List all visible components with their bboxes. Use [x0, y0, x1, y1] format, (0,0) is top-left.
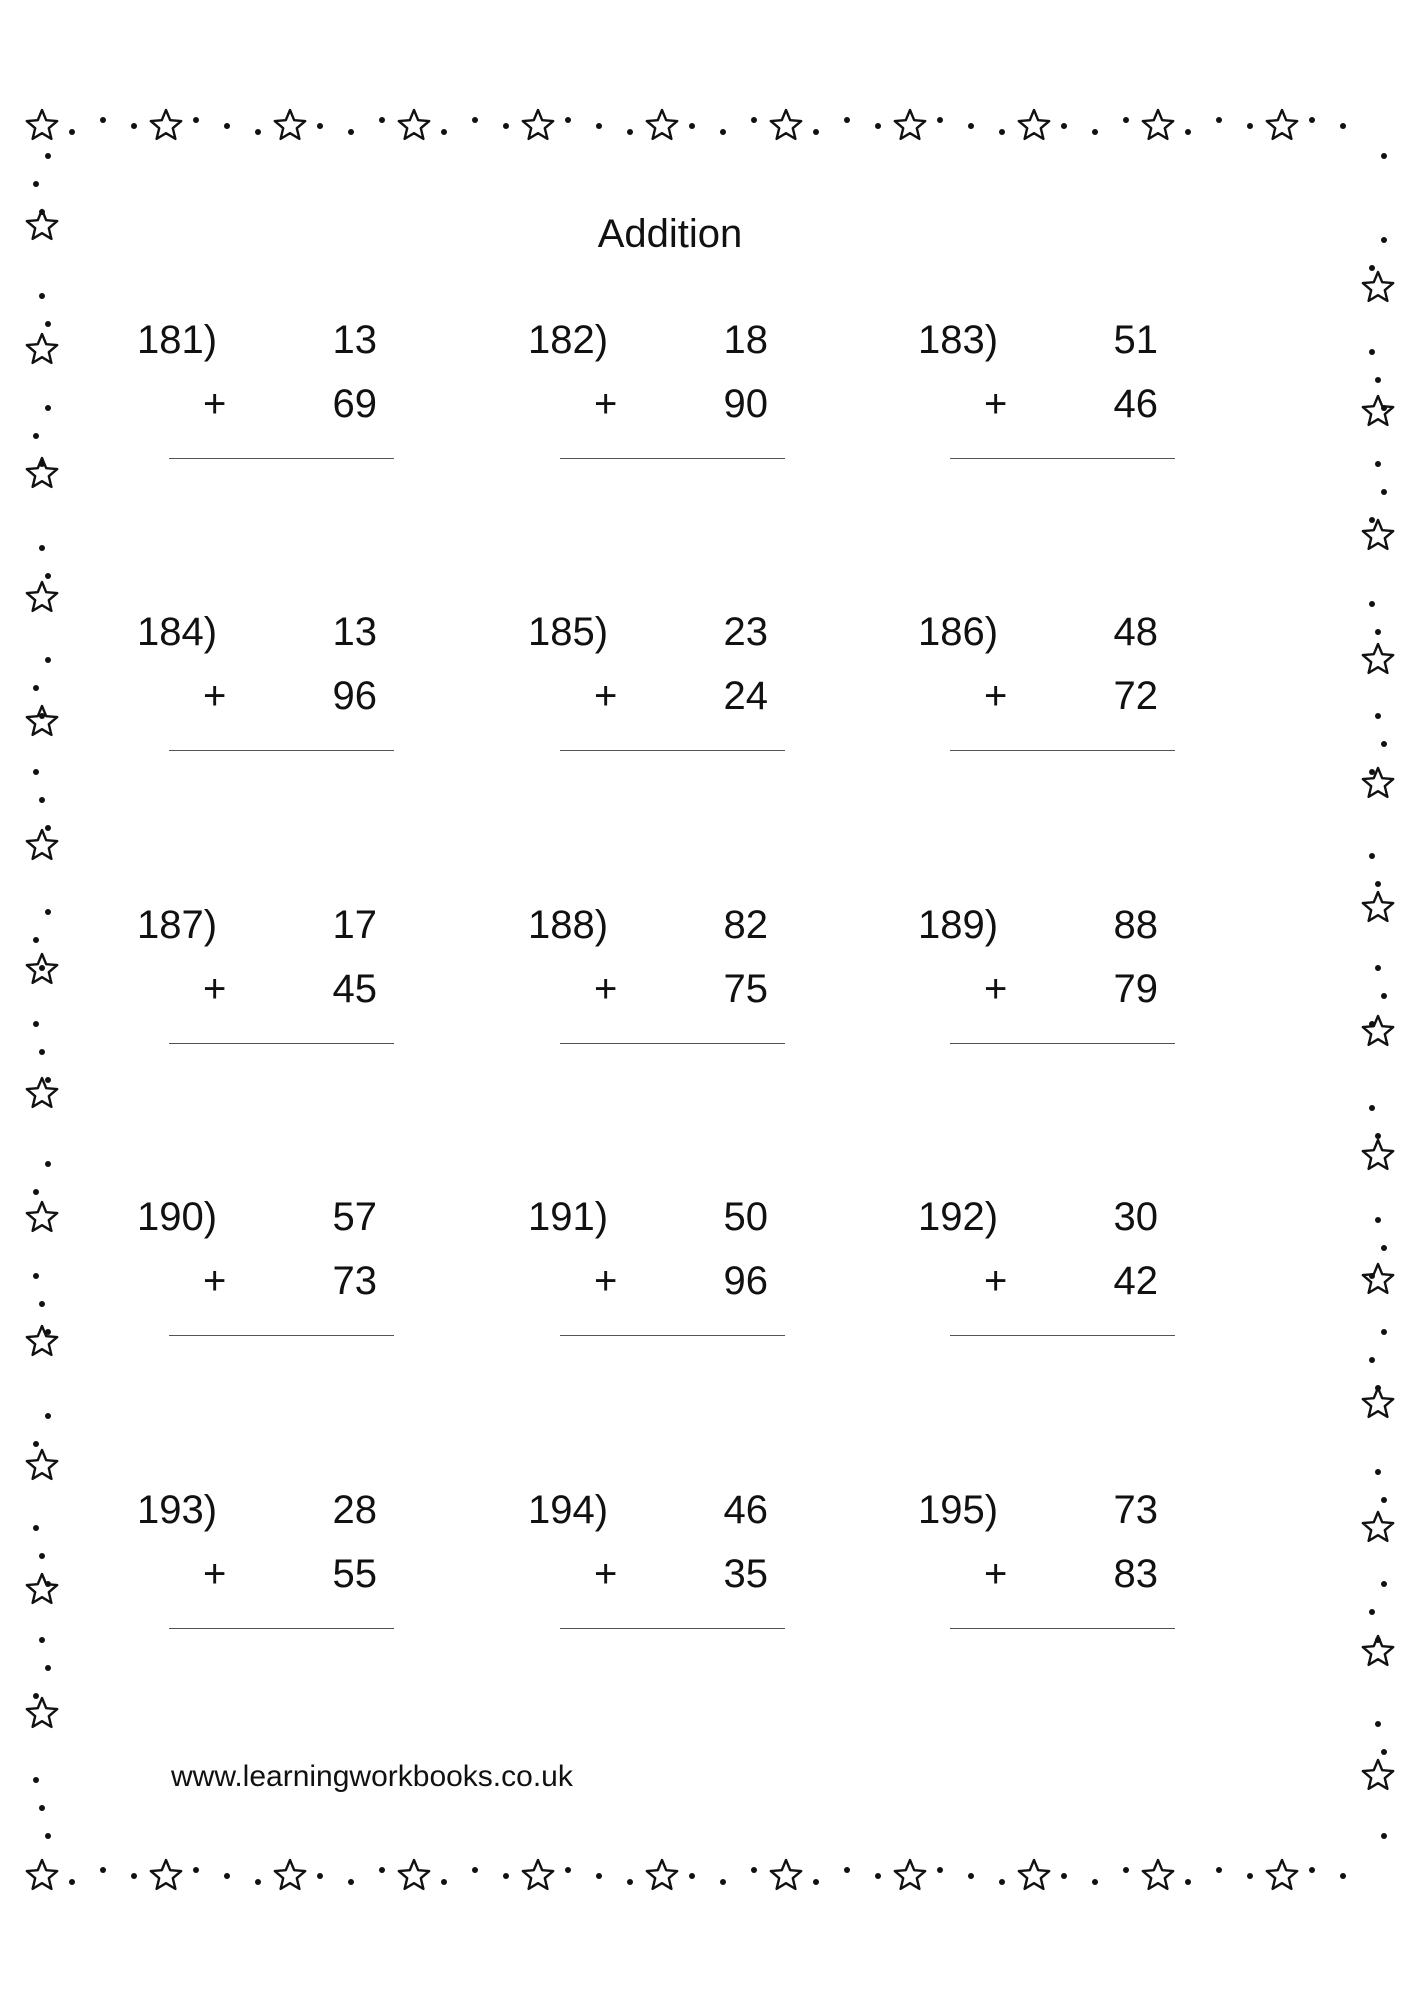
border-dot	[33, 1189, 39, 1195]
border-dot	[224, 123, 230, 129]
star-icon	[1363, 396, 1393, 425]
problem-number: 186)	[918, 610, 999, 654]
first-addend: 51	[1113, 318, 1158, 362]
plus-sign: +	[594, 1259, 618, 1303]
border-dot	[33, 433, 39, 439]
second-addend: 90	[723, 382, 768, 426]
border-dot	[1375, 1133, 1381, 1139]
border-dot	[596, 1873, 602, 1879]
border-dot	[596, 123, 602, 129]
star-icon	[1363, 1760, 1393, 1789]
star-icon	[27, 1860, 57, 1889]
star-icon	[27, 1574, 57, 1603]
problem-191	[528, 1195, 788, 1345]
border-dot	[45, 1581, 51, 1587]
star-icon	[1143, 110, 1173, 139]
problem-number: 182)	[528, 318, 609, 362]
star-icon	[771, 110, 801, 139]
border-dot	[1369, 769, 1375, 775]
border-dot	[45, 1413, 51, 1419]
problem-number: 190)	[137, 1195, 218, 1239]
answer-line[interactable]	[169, 1335, 394, 1336]
star-icon	[895, 110, 925, 139]
border-dot	[1309, 117, 1315, 123]
border-dot	[45, 825, 51, 831]
star-icon	[27, 1450, 57, 1479]
star-icon	[27, 334, 57, 363]
problem-185	[528, 610, 788, 760]
star-icon	[1363, 1388, 1393, 1417]
border-dot	[1375, 1385, 1381, 1391]
border-dot	[1375, 629, 1381, 635]
answer-line[interactable]	[950, 750, 1175, 751]
border-dot	[33, 1273, 39, 1279]
border-dot	[1247, 123, 1253, 129]
border-dot	[472, 1867, 478, 1873]
answer-line[interactable]	[560, 1335, 785, 1336]
star-icon	[27, 110, 57, 139]
star-icon	[27, 1698, 57, 1727]
second-addend: 79	[1113, 967, 1158, 1011]
border-dot	[1185, 129, 1191, 135]
star-icon	[523, 1860, 553, 1889]
plus-sign: +	[203, 1259, 227, 1303]
first-addend: 46	[723, 1488, 768, 1532]
border-dot	[813, 1879, 819, 1885]
border-dot	[1381, 1329, 1387, 1335]
border-dot	[379, 117, 385, 123]
border-dot	[255, 129, 261, 135]
border-dot	[751, 1867, 757, 1873]
border-dot	[1381, 1497, 1387, 1503]
plus-sign: +	[594, 967, 618, 1011]
problem-189	[918, 903, 1178, 1053]
star-icon	[1363, 272, 1393, 301]
border-dot	[224, 1873, 230, 1879]
problem-number: 183)	[918, 318, 999, 362]
star-icon	[399, 1860, 429, 1889]
problem-195	[918, 1488, 1178, 1638]
border-dot	[441, 129, 447, 135]
star-icon	[27, 1078, 57, 1107]
star-icon	[895, 1860, 925, 1889]
border-dot	[1092, 1879, 1098, 1885]
star-icon	[1019, 1860, 1049, 1889]
border-dot	[39, 1049, 45, 1055]
plus-sign: +	[203, 674, 227, 718]
first-addend: 73	[1113, 1488, 1158, 1532]
border-dot	[1216, 117, 1222, 123]
plus-sign: +	[984, 967, 1008, 1011]
border-dot	[813, 129, 819, 135]
border-dot	[1369, 1105, 1375, 1111]
border-dot	[348, 129, 354, 135]
answer-line[interactable]	[169, 458, 394, 459]
answer-line[interactable]	[169, 750, 394, 751]
problem-194	[528, 1488, 788, 1638]
answer-line[interactable]	[169, 1043, 394, 1044]
second-addend: 42	[1113, 1259, 1158, 1303]
border-dot	[1369, 349, 1375, 355]
star-icon	[1363, 1140, 1393, 1169]
second-addend: 96	[723, 1259, 768, 1303]
border-dot	[1375, 1217, 1381, 1223]
border-dot	[565, 1867, 571, 1873]
star-icon	[1363, 644, 1393, 673]
border-dot	[100, 1867, 106, 1873]
star-icon	[771, 1860, 801, 1889]
second-addend: 55	[332, 1552, 377, 1596]
first-addend: 57	[332, 1195, 377, 1239]
first-addend: 23	[723, 610, 768, 654]
first-addend: 13	[332, 610, 377, 654]
border-dot	[1061, 1873, 1067, 1879]
first-addend: 88	[1113, 903, 1158, 947]
plus-sign: +	[594, 674, 618, 718]
border-dot	[45, 321, 51, 327]
first-addend: 18	[723, 318, 768, 362]
second-addend: 96	[332, 674, 377, 718]
border-dot	[69, 1879, 75, 1885]
problem-number: 195)	[918, 1488, 999, 1532]
second-addend: 24	[723, 674, 768, 718]
star-icon	[1363, 1512, 1393, 1541]
problem-number: 194)	[528, 1488, 609, 1532]
plus-sign: +	[984, 1259, 1008, 1303]
border-dot	[503, 1873, 509, 1879]
star-icon	[151, 1860, 181, 1889]
border-dot	[33, 769, 39, 775]
border-dot	[689, 1873, 695, 1879]
border-dot	[1381, 1245, 1387, 1251]
border-dot	[39, 797, 45, 803]
first-addend: 30	[1113, 1195, 1158, 1239]
border-dot	[1123, 1867, 1129, 1873]
border-dot	[1369, 853, 1375, 859]
border-dot	[33, 1021, 39, 1027]
problem-192	[918, 1195, 1178, 1345]
border-dot	[1092, 129, 1098, 135]
star-icon	[1363, 1016, 1393, 1045]
star-icon	[1143, 1860, 1173, 1889]
border-dot	[39, 545, 45, 551]
border-dot	[1369, 1357, 1375, 1363]
border-dot	[45, 573, 51, 579]
star-icon	[27, 1326, 57, 1355]
problem-number: 188)	[528, 903, 609, 947]
border-dot	[45, 909, 51, 915]
border-dot	[751, 117, 757, 123]
border-dot	[1375, 461, 1381, 467]
problem-187	[137, 903, 397, 1053]
problem-number: 189)	[918, 903, 999, 947]
border-dot	[348, 1879, 354, 1885]
border-dot	[1375, 1469, 1381, 1475]
problem-number: 185)	[528, 610, 609, 654]
border-dot	[875, 123, 881, 129]
problem-number: 181)	[137, 318, 218, 362]
border-dot	[45, 1329, 51, 1335]
border-dot	[33, 685, 39, 691]
problem-184	[137, 610, 397, 760]
star-icon	[1363, 1264, 1393, 1293]
border-dot	[1369, 517, 1375, 523]
border-dot	[1381, 1581, 1387, 1587]
second-addend: 72	[1113, 674, 1158, 718]
border-dot	[999, 129, 1005, 135]
border-dot	[45, 1161, 51, 1167]
second-addend: 75	[723, 967, 768, 1011]
border-dot	[968, 1873, 974, 1879]
border-dot	[875, 1873, 881, 1879]
star-icon	[1363, 768, 1393, 797]
star-icon	[1267, 110, 1297, 139]
problem-number: 192)	[918, 1195, 999, 1239]
problem-188	[528, 903, 788, 1053]
border-dot	[1061, 123, 1067, 129]
border-dot	[379, 1867, 385, 1873]
border-dot	[1340, 1873, 1346, 1879]
border-dot	[33, 1441, 39, 1447]
border-dot	[39, 461, 45, 467]
first-addend: 48	[1113, 610, 1158, 654]
border-dot	[39, 1805, 45, 1811]
border-dot	[1369, 1273, 1375, 1279]
first-addend: 28	[332, 1488, 377, 1532]
border-dot	[1123, 117, 1129, 123]
star-icon	[647, 110, 677, 139]
border-dot	[937, 1867, 943, 1873]
border-dot	[627, 1879, 633, 1885]
border-dot	[193, 117, 199, 123]
answer-line[interactable]	[560, 750, 785, 751]
star-icon	[399, 110, 429, 139]
border-dot	[1381, 405, 1387, 411]
border-dot	[39, 1301, 45, 1307]
border-dot	[1375, 377, 1381, 383]
problem-number: 184)	[137, 610, 218, 654]
star-icon	[647, 1860, 677, 1889]
problem-193	[137, 1488, 397, 1638]
star-icon	[1363, 892, 1393, 921]
star-icon	[1267, 1860, 1297, 1889]
border-dot	[39, 1637, 45, 1643]
border-dot	[1247, 1873, 1253, 1879]
plus-sign: +	[594, 382, 618, 426]
border-dot	[1369, 1609, 1375, 1615]
second-addend: 45	[332, 967, 377, 1011]
plus-sign: +	[594, 1552, 618, 1596]
border-dot	[33, 181, 39, 187]
border-dot	[69, 129, 75, 135]
border-dot	[131, 123, 137, 129]
answer-line[interactable]	[950, 458, 1175, 459]
border-dot	[968, 123, 974, 129]
border-dot	[193, 1867, 199, 1873]
border-dot	[39, 293, 45, 299]
problem-number: 193)	[137, 1488, 218, 1532]
star-icon	[275, 110, 305, 139]
page-title: Addition	[597, 212, 743, 256]
border-dot	[33, 1525, 39, 1531]
border-dot	[1369, 601, 1375, 607]
border-dot	[689, 123, 695, 129]
border-dot	[627, 129, 633, 135]
problem-number: 187)	[137, 903, 218, 947]
border-dot	[45, 153, 51, 159]
star-icon	[27, 830, 57, 859]
star-icon	[275, 1860, 305, 1889]
star-icon	[27, 706, 57, 735]
problem-183	[918, 318, 1178, 468]
answer-line[interactable]	[950, 1628, 1175, 1629]
problem-number: 191)	[528, 1195, 609, 1239]
website-url: www.learningworkbooks.co.uk	[171, 1760, 573, 1793]
plus-sign: +	[203, 382, 227, 426]
star-icon	[27, 1202, 57, 1231]
second-addend: 46	[1113, 382, 1158, 426]
border-dot	[45, 657, 51, 663]
border-dot	[1369, 1021, 1375, 1027]
border-dot	[45, 1077, 51, 1083]
plus-sign: +	[203, 1552, 227, 1596]
answer-line[interactable]	[560, 458, 785, 459]
border-dot	[844, 117, 850, 123]
border-dot	[1381, 489, 1387, 495]
border-dot	[1375, 965, 1381, 971]
answer-line[interactable]	[560, 1628, 785, 1629]
border-dot	[100, 117, 106, 123]
star-icon	[151, 110, 181, 139]
border-dot	[131, 1873, 137, 1879]
border-dot	[33, 1693, 39, 1699]
star-icon	[27, 582, 57, 611]
border-dot	[33, 1777, 39, 1783]
border-dot	[937, 117, 943, 123]
border-dot	[999, 1879, 1005, 1885]
star-icon	[1363, 520, 1393, 549]
plus-sign: +	[984, 674, 1008, 718]
second-addend: 83	[1113, 1552, 1158, 1596]
border-dot	[503, 123, 509, 129]
plus-sign: +	[203, 967, 227, 1011]
answer-line[interactable]	[950, 1043, 1175, 1044]
border-dot	[45, 405, 51, 411]
star-icon	[523, 110, 553, 139]
border-dot	[1375, 881, 1381, 887]
border-dot	[317, 1873, 323, 1879]
border-dot	[1381, 237, 1387, 243]
border-dot	[255, 1879, 261, 1885]
first-addend: 13	[332, 318, 377, 362]
border-dot	[1375, 1721, 1381, 1727]
border-dot	[1369, 265, 1375, 271]
border-dot	[317, 123, 323, 129]
problem-182	[528, 318, 788, 468]
border-dot	[1381, 1833, 1387, 1839]
first-addend: 17	[332, 903, 377, 947]
second-addend: 35	[723, 1552, 768, 1596]
border-dot	[33, 937, 39, 943]
border-dot	[39, 713, 45, 719]
border-dot	[1375, 713, 1381, 719]
second-addend: 69	[332, 382, 377, 426]
border-dot	[1340, 123, 1346, 129]
answer-line[interactable]	[560, 1043, 785, 1044]
answer-line[interactable]	[950, 1335, 1175, 1336]
plus-sign: +	[984, 382, 1008, 426]
border-dot	[1309, 1867, 1315, 1873]
border-dot	[1381, 1749, 1387, 1755]
first-addend: 50	[723, 1195, 768, 1239]
problem-190	[137, 1195, 397, 1345]
border-dot	[45, 1833, 51, 1839]
border-dot	[39, 1553, 45, 1559]
border-dot	[1381, 993, 1387, 999]
plus-sign: +	[984, 1552, 1008, 1596]
star-icon	[1019, 110, 1049, 139]
border-dot	[1216, 1867, 1222, 1873]
border-dot	[1185, 1879, 1191, 1885]
border-dot	[441, 1879, 447, 1885]
border-dot	[472, 117, 478, 123]
border-dot	[565, 117, 571, 123]
border-dot	[39, 965, 45, 971]
border-dot	[1375, 1637, 1381, 1643]
problem-181	[137, 318, 397, 468]
border-dot	[1381, 741, 1387, 747]
border-dot	[844, 1867, 850, 1873]
answer-line[interactable]	[169, 1628, 394, 1629]
problem-186	[918, 610, 1178, 760]
border-dot	[720, 1879, 726, 1885]
border-dot	[45, 1665, 51, 1671]
first-addend: 82	[723, 903, 768, 947]
second-addend: 73	[332, 1259, 377, 1303]
border-dot	[1381, 153, 1387, 159]
border-dot	[720, 129, 726, 135]
